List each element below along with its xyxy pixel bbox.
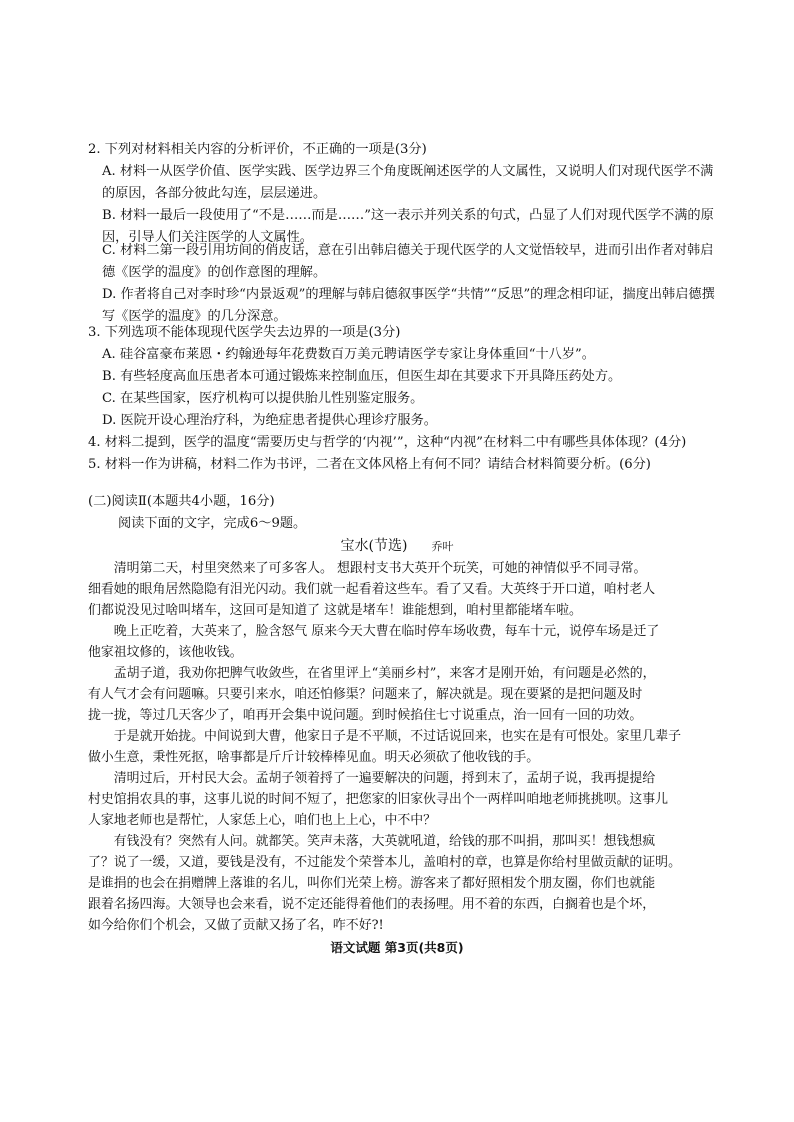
question-3-stem: 3. 下列选项不能体现现代医学失去边界的一项是(3分)	[88, 325, 401, 340]
passage-line: 有钱没有？突然有人问。就都笑。笑声未落，大英就吼道，给钱的那不叫捐，那叫买！想钱想疯	[113, 834, 656, 849]
passage-line: 如今给你们个机会，又做了贡献又扬了名，咋不好?!	[88, 918, 384, 933]
question-3-option-c: C. 在某些国家，医疗机构可以提供胎儿性别鉴定服务。	[102, 391, 424, 406]
question-3-option-d: D. 医院开设心理治疗科，为绝症患者提供心理诊疗服务。	[102, 413, 437, 428]
passage-line: 做小生意，秉性死抠，啥事都是斤斤计较棒棒见血。明天必须砍了他收钱的手。	[88, 750, 540, 765]
passage-line: 孟胡子道，我劝你把脾气收敛些，在省里评上“美丽乡村”，来客才是刚开始，有问题是必然的，	[113, 666, 656, 681]
question-3-option-b: B. 有些轻度高血压患者本可通过锻炼来控制血压，但医生却在其要求下开具降压药处方。	[102, 369, 622, 384]
passage-author: 乔叶	[431, 540, 454, 553]
passage-line: 拢一拢，等过几天客少了，咱再开会集中说问题。到时候掐住七寸说重点，治一回有一回的功效。	[88, 708, 643, 723]
passage-line: 清明过后，开村民大会。孟胡子领着捋了一遍要解决的问题，捋到末了，孟胡子说，我再提提给	[113, 771, 656, 786]
passage-line: 们都说没见过啥叫堵车，这回可是知道了 这就是堵车！谁能想到，咱村里都能堵车啦。	[88, 603, 582, 618]
passage-line: 于是就开始拢。中间说到大曹，他家日子是不平顺，不过话说回来，也实在是有可恨处。家里几辈子	[113, 729, 681, 744]
section-heading: (二)阅读Ⅱ(本题共4小题，16分)	[88, 494, 275, 509]
question-4: 4. 材料二提到，医学的温度“需要历史与哲学的‘内视’”，这种“内视”在材料二中有哪些具体体现？(4分)	[88, 435, 687, 450]
passage-line: 人家地老师也是帮忙，人家恁上心，咱们也上上心，中不中？	[88, 813, 437, 828]
passage-line: 他家祖坟修的，该他收钱。	[88, 645, 243, 660]
passage-line: 跟着名扬四海。大领导也会来看，说不定还能得着他们的表扬哩。用不着的东西，白搁着也是个坏，	[88, 897, 656, 912]
passage-line: 是谁捐的也会在捐赠牌上落谁的名儿，叫你们光荣上榜。游客来了都好照相发个朋友圈，你们也就能	[88, 876, 656, 891]
passage-title: 宝水(节选)	[340, 538, 408, 554]
question-2-option-b: B. 材料一最后一段使用了“不是……而是……”这一表示并列关系的句式，凸显了人们对现代医学不满的原因，引导人们关注医学的人文属性。	[102, 208, 714, 245]
passage-line: 了？说了一缓，又道，要钱是没有，不过能发个荣誉本儿，盖咱村的章，也算是你给村里做贡献的证明。	[88, 855, 681, 870]
passage-line: 晚上正吃着，大英来了，脸含怒气 原来今天大曹在临时停车场收费，每车十元，说停车场是迁了	[113, 624, 660, 639]
question-2-option-c: C. 材料二第一段引用坊间的俏皮话，意在引出韩启德关于现代医学的人文觉悟较早，进而引出作者对韩启德《医学的温度》的创作意图的理解。	[102, 243, 714, 280]
question-3-option-a: A. 硅谷富豪布莱恩・约翰逊每年花费数百万美元聘请医学专家让身体重回“十八岁”。	[102, 347, 595, 362]
page-footer: 语文试题 第3页(共8页)	[330, 940, 464, 955]
passage-title-block	[0, 535, 794, 558]
section-instruction: 阅读下面的文字，完成6～9题。	[118, 516, 307, 531]
passage-line: 清明第二天，村里突然来了可多客人。 想跟村支书大英开个玩笑，可她的神情似乎不同寻常。	[113, 561, 647, 576]
passage-line: 有人气才会有问题嘛。只要引来水，咱还怕修渠？问题来了，解决就是。现在要紧的是把问题及时	[88, 687, 643, 702]
question-2-option-d: D. 作者将自己对李时珍“内景返观”的理解与韩启德叙事医学“共情”“反思”的理念相印证，揣度出韩启德撰写《医学的温度》的几分深意。	[102, 287, 715, 324]
question-5: 5. 材料一作为讲稿，材料二作为书评，二者在文体风格上有何不同？请结合材料简要分析。(6分)	[88, 457, 651, 472]
question-2-stem: 2. 下列对材料相关内容的分析评价，不正确的一项是(3分)	[88, 142, 427, 157]
question-2-option-a: A. 材料一从医学价值、医学实践、医学边界三个角度既阐述医学的人文属性，又说明人们对现代医学不满的原因，各部分彼此勾连，层层递进。	[102, 164, 714, 201]
passage-line: 细看她的眼角居然隐隐有泪光闪动。我们就一起看着这些车。看了又看。大英终于开口道，咱村老人	[88, 582, 656, 597]
passage-line: 村史馆捐农具的事，这事儿说的时间不短了，把您家的旧家伙寻出个一两样叫咱地老师挑挑呗。这事儿	[88, 792, 669, 807]
